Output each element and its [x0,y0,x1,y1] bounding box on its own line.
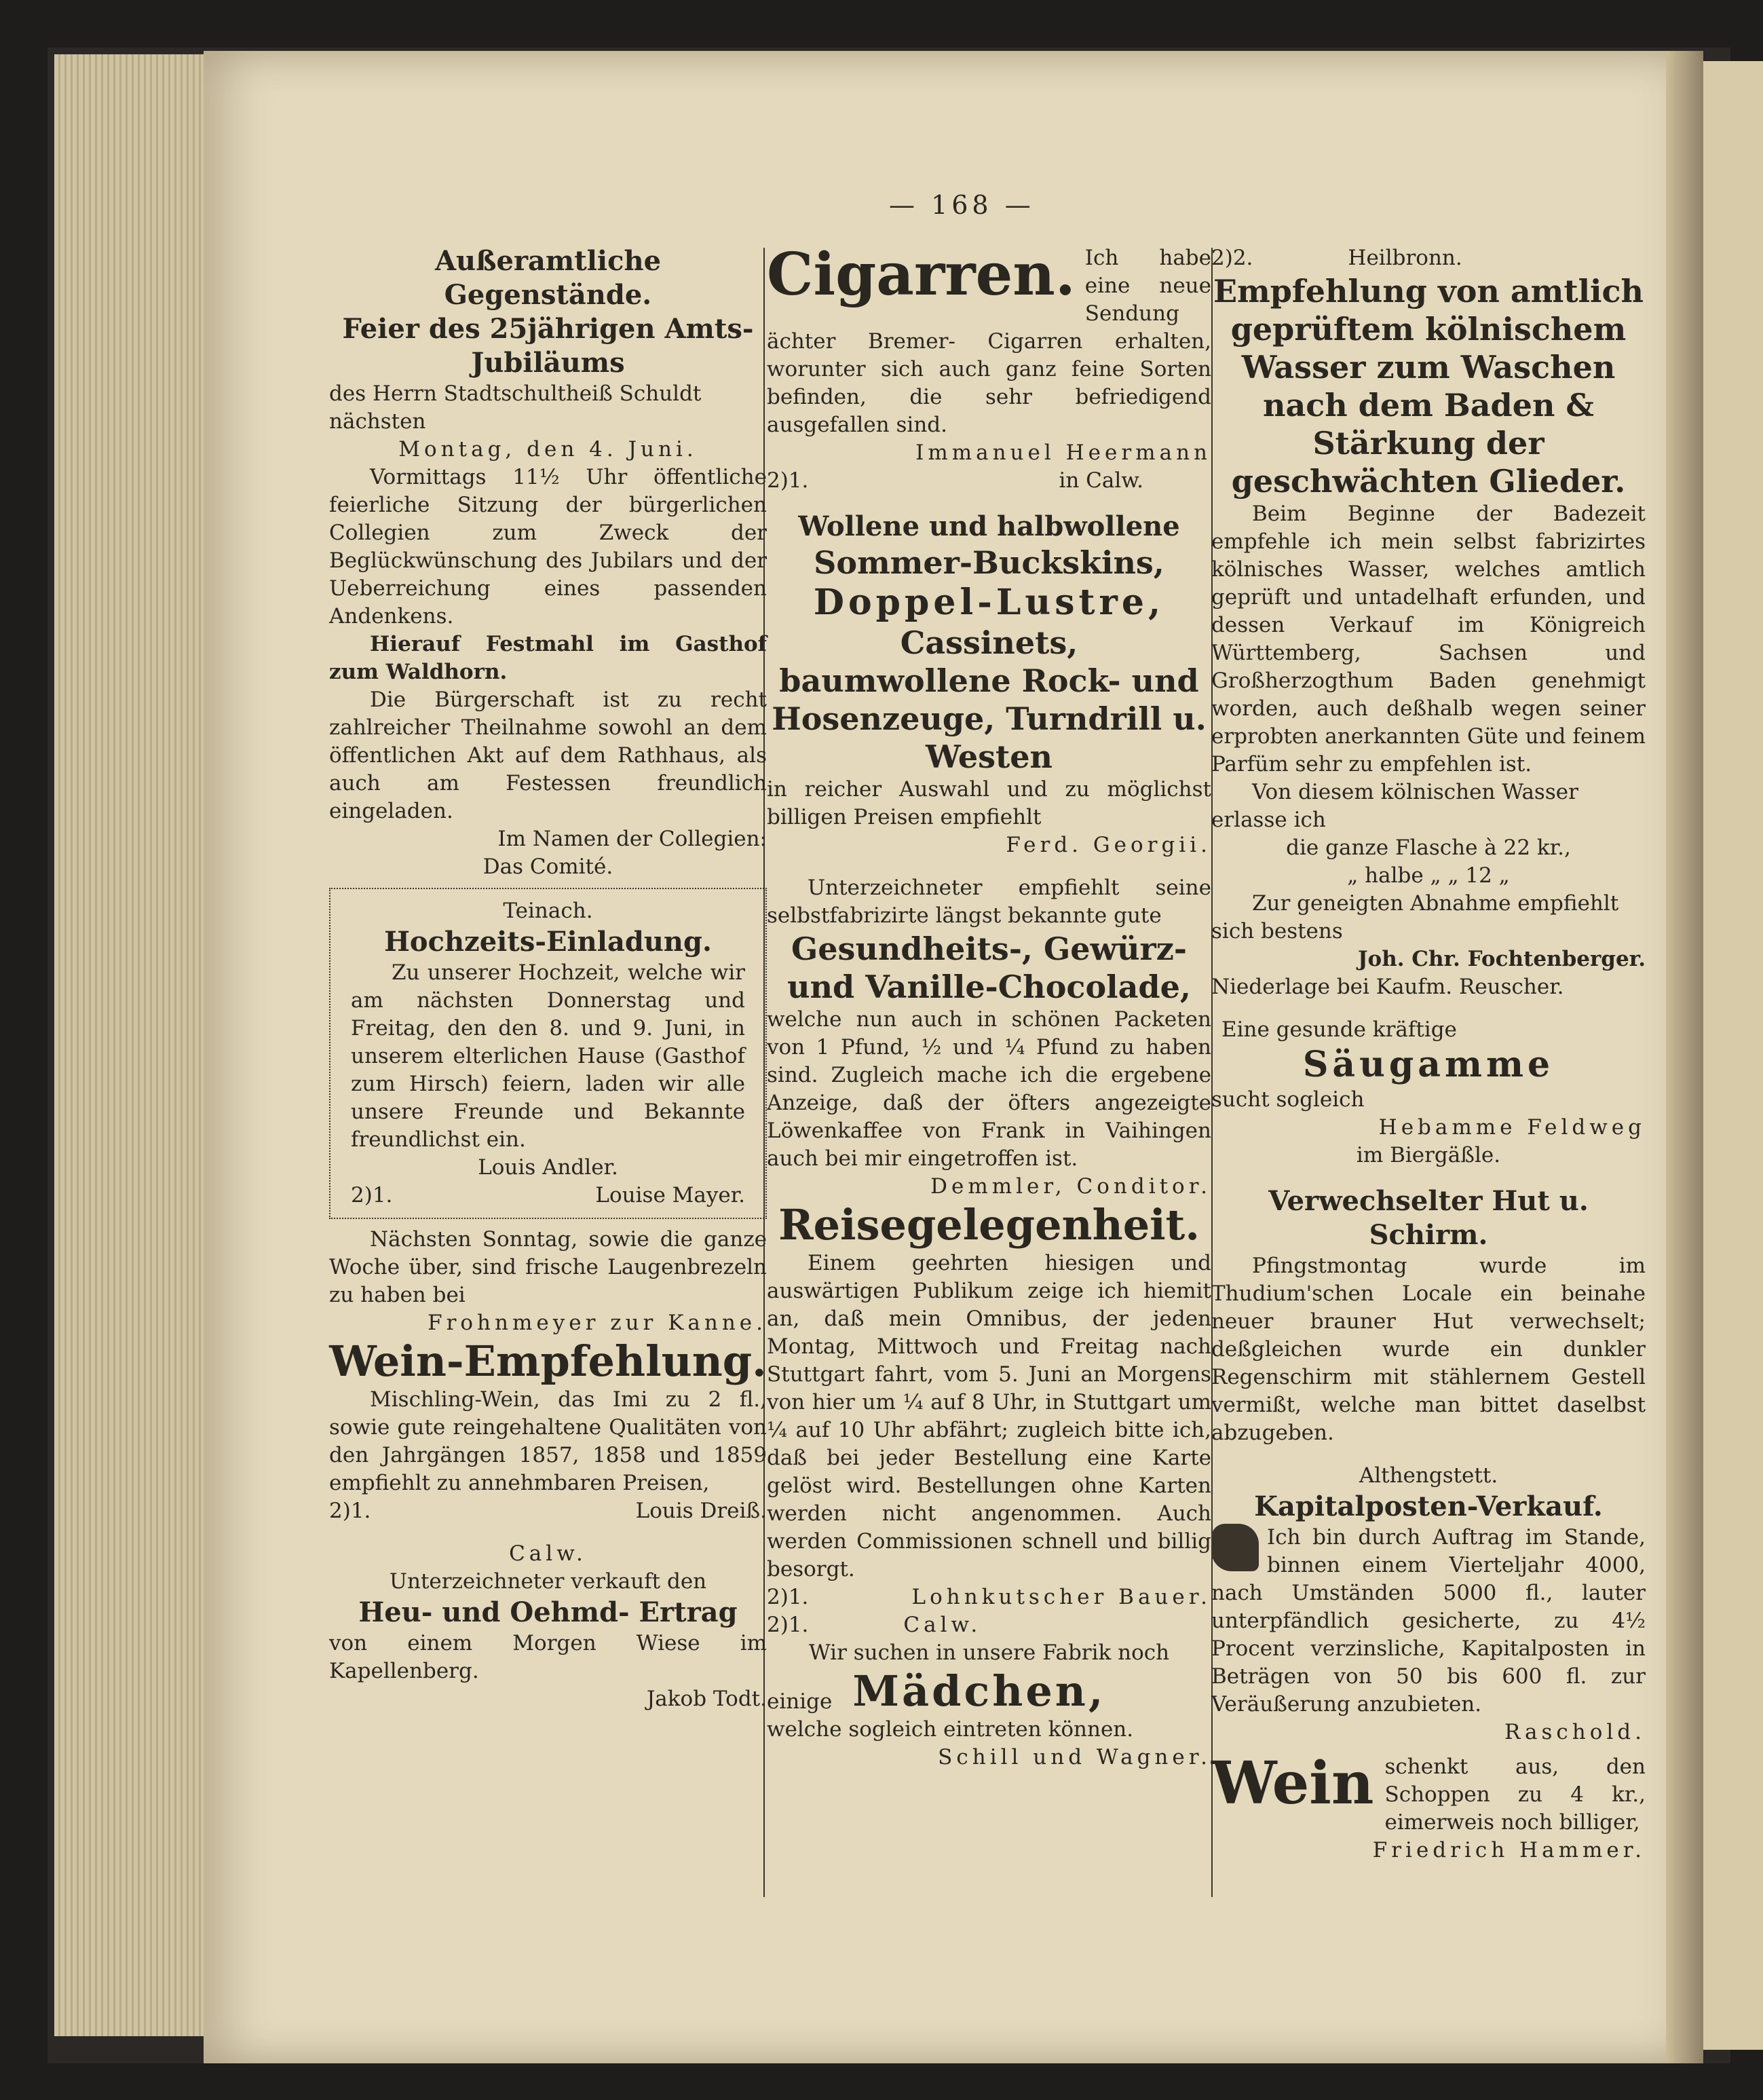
girls-pre: einige [767,1689,833,1714]
calw-header: Calw. [509,1541,587,1566]
wine-title: Wein-Empfehlung. [329,1336,767,1386]
wine-sig: Louis Dreiß. [635,1499,767,1523]
hay-title: Heu- und Oehmd- Ertrag [358,1596,738,1628]
feier-title: Feier des 25jährigen Amts-Jubiläums [342,313,754,379]
wine-number: 2)1. [329,1499,371,1523]
choc-intro: Unterzeichneter empfiehlt seine selbstfabrizirte längst bekannte gute [767,876,1211,928]
capital-sig: Raschold. [1504,1720,1646,1744]
cigar-title: Cigarren. [767,240,1076,309]
page-number: — 168 — [889,190,1035,220]
cologne-depot: Niederlage bei Kaufm. Reuscher. [1211,975,1564,999]
wool-line-3: Doppel-Lustre, [813,582,1165,623]
capital-body-wrap [1211,1524,1646,1719]
cigar-location: in Calw. [1059,468,1143,493]
cologne-location: Heilbronn. [1348,246,1462,270]
capital-body: Ich bin durch Auftrag im Stande, binnen einem Vierteljahr 4000, nach Umständen 5000 fl., lauter unterpfändlich gesicherte, zu 4½ Procent verzinsliche, Kapitalposten in Beträgen von 50 bis 600 fl. zur Veräußerung anzubieten. [1211,1525,1646,1717]
cologne-body: Beim Beginne der Badezeit empfehle ich mein selbst fabrizirtes kölnisches Wasser, welches amtlich geprüft und untadelhaft erfunden, und dessen Verkauf im Königreich Württemberg, Sachsen und Großherzogthum Baden genehmigt worden, auch deßhalb wegen seiner erprobten anerkannten Güte und feinem Parfüm sehr zu empfehlen ist. [1211,502,1646,776]
wool-line-1: Wollene und halbwollene [798,510,1180,542]
feier-meal: Hierauf Festmahl im Gasthof zum Waldhorn. [329,632,767,684]
wine-body: Mischling-Wein, das Imi zu 2 fl., sowie gute reingehaltene Qualitäten von den Jahrgängen 1857, 1858 und 1859 empfiehlt zu annehmbaren Preisen, [329,1387,767,1495]
page-gutter [1666,51,1703,2063]
nurse-title: Säugamme [1302,1044,1555,1085]
cologne-number: 2)2. [1211,246,1253,270]
wool-body: in reicher Auswahl und zu möglichst billigen Preisen empfiehlt [767,777,1211,829]
girls-number: 2)1. [767,1613,809,1637]
wine2-body: schenkt aus, den Schoppen zu 4 kr., eimerweis noch billiger, [1384,1755,1646,1835]
cologne-offer: Von diesem kölnischen Wasser erlasse ich [1211,780,1578,832]
column-1 [329,244,767,1713]
feier-invite: Die Bürgerschaft ist zu recht zahlreicher Theilnahme sowohl an dem öffentlichen Akt auf dem Rathhaus, als auch am Festessen freundlich eingeladen. [329,688,767,823]
nurse-intro: Eine gesunde kräftige [1221,1017,1457,1042]
cologne-close: Zur geneigten Abnahme empfiehlt sich bestens [1211,891,1619,943]
wedding-name-1: Louis Andler. [478,1155,618,1180]
hay-body: von einem Morgen Wiese im Kapellenberg. [329,1631,767,1683]
feier-sig-1: Im Namen der Collegien: [497,827,767,851]
hay-intro: Unterzeichneter verkauft den [389,1569,707,1594]
cigar-body: Ich habe eine neue Sendung ächter Bremer- Cigarren erhalten, worunter sich auch ganz feine Sorten befinden, die sehr befriedigend ausgefallen sind. [767,246,1211,437]
capital-location: Althengstett. [1359,1463,1498,1488]
cigar-number: 2)1. [767,468,809,493]
choc-body: welche nun auch in schönen Packeten von 1 Pfund, ½ und ¼ Pfund zu haben sind. Zugleich mache ich die ergebene Anzeige, daß der öfters angezeigte Löwenkaffee von Frank in Vaihingen auch bei mir eingetroffen ist. [767,1007,1211,1171]
choc-sig: Demmler, Conditor. [930,1174,1211,1199]
cologne-sig: Joh. Chr. Fochtenberger. [1357,947,1646,971]
feier-sig-2: Das Comité. [482,855,613,879]
cologne-price-1: die ganze Flasche à 22 kr., [1286,836,1571,860]
wedding-number: 2)1. [351,1183,393,1207]
wedding-body: Zu unserer Hochzeit, welche wir am nächsten Donnerstag und Freitag, den den 8. und 9. Juni, in unserem elterlichen Hause (Gasthof zum Hirsch) feiern, laden wir alle unsere Freunde und Bekannte freundlichst ein. [351,960,745,1152]
feier-body: Vormittags 11½ Uhr öffentliche feierliche Sitzung der bürgerlichen Collegien zum Zweck der Beglückwünschung des Jubilars und der Ueberreichung eines passenden Andenkens. [329,465,767,629]
column-2 [767,240,1211,1771]
hat-body: Pfingstmontag wurde im Thudium'schen Locale ein beinahe neuer brauner Hut verwechselt; deßgleichen wurde ein dunkler Regenschirm mit stählernem Gestell vermißt, welche man bittet daselbst abzugeben. [1211,1254,1646,1445]
hat-title: Verwechselter Hut u. Schirm. [1268,1185,1589,1251]
money-bag-icon [1211,1524,1259,1571]
travel-title: Reisegelegenheit. [778,1200,1200,1250]
capital-title: Kapitalposten-Verkauf. [1254,1490,1603,1522]
laugen-sig: Frohnmeyer zur Kanne. [428,1311,767,1335]
wool-line-5: baumwollene Rock- und Hosenzeuge, Turndrill u. Westen [772,662,1207,775]
column-3 [1211,244,1646,1864]
hay-sig: Jakob Todt. [646,1687,767,1711]
wedding-title: Hochzeits-Einladung. [384,926,712,958]
travel-sig: Lohnkutscher Bauer. [911,1585,1211,1609]
girls-intro: Wir suchen in unsere Fabrik noch [808,1640,1170,1665]
wool-line-2: Sommer-Buckskins, [814,544,1164,581]
girls-sig: Schill und Wagner. [938,1745,1211,1769]
wedding-place: Teinach. [503,899,593,923]
choc-title: Gesundheits-, Gewürz- und Vanille-Chocolade, [787,931,1191,1005]
next-page-edge [1703,61,1763,2050]
cologne-price-2: „ halbe „ „ 12 „ [1347,863,1510,888]
wool-sig: Ferd. Georgii. [1006,833,1211,857]
feier-date: Montag, den 4. Juni. [398,437,698,462]
travel-number: 2)1. [767,1585,809,1609]
wool-line-4: Cassinets, [900,624,1078,661]
wedding-name-2: Louise Mayer. [595,1183,745,1207]
cologne-title: Empfehlung von amtlich geprüftem kölnischem Wasser zum Waschen nach dem Baden & Stärkung der geschwächten Glieder. [1213,273,1644,500]
cigar-sig: Immanuel Heermann [915,440,1211,465]
laugen-body: Nächsten Sonntag, sowie die ganze Woche über, sind frische Laugenbrezeln zu haben bei [329,1227,767,1307]
wine2-sig: Friedrich Hammer. [1372,1838,1646,1862]
feier-sub: des Herrn Stadtschultheiß Schuldt nächsten [329,381,702,434]
page-edges [54,54,224,2036]
girls-title: Mädchen, [852,1666,1106,1716]
wine2-title: Wein [1211,1749,1374,1818]
girls-location: Calw. [903,1613,982,1637]
travel-body: Einem geehrten hiesigen und auswärtigen Publikum zeige ich hiemit an, daß mein Omnibus, der jeden Montag, Mittwoch und Freitag nach Stuttgart fahrt, vom 5. Juni an Morgens von hier um ¼ auf 8 Uhr, in Stuttgart um ¼ auf 10 Uhr abfährt; zugleich bitte ich, daß bei jeder Bestellung eine Karte gelöst wird. Bestellungen ohne Karten werden nicht angenommen. Auch werden Commissionen schnell und billig besorgt. [767,1251,1211,1581]
girls-body: welche sogleich eintreten können. [767,1717,1134,1742]
nurse-sig-1: Hebamme Feldweg [1378,1115,1646,1140]
section-title: Außeramtliche Gegenstände. [434,245,662,311]
nurse-sig-2: im Biergäßle. [1356,1143,1501,1167]
nurse-body: sucht sogleich [1211,1087,1365,1112]
wedding-box [329,888,767,1219]
